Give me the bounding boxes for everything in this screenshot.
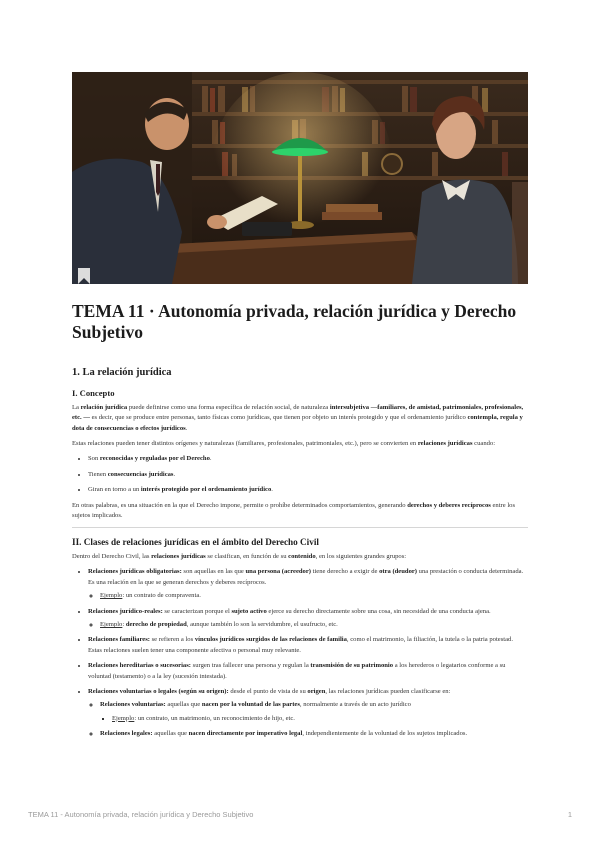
list-item: • Tienen consecuencias jurídicas. xyxy=(88,470,528,480)
subsection-heading-concept: I. Concepto xyxy=(72,388,115,399)
classes-list xyxy=(72,567,528,739)
list-item-sucesorias: • Relaciones hereditarias o sucesorias: surgen tras fallecer una persona y regulan la transmisión de su patrimonio a los herederos o legatarios conforme a su voluntad (testamento) o a la ley (sucesión intestada). xyxy=(88,661,528,682)
list-item-familiares: • Relaciones familiares: se refieren a los vínculos jurídicos surgidos de las relaciones de familia, como el matrimonio, la filiación, la tutela o la patria potestad. Estas relaciones suelen tener una componente afectiva o personal muy relevante. xyxy=(88,635,528,656)
list-item-legales: ◦ Relaciones legales: aquellas que nacen directamente por imperativo legal, independientemente de la voluntad de los sujetos implicados. xyxy=(100,729,528,739)
subsection-heading-classes: II. Clases de relaciones jurídicas en el ámbito del Derecho Civil xyxy=(72,537,319,548)
paragraph-origins: Estas relaciones pueden tener distintos orígenes y naturalezas (familiares, profesionales, patrimoniales, etc.), pero se convierten en relaciones jurídicas cuando: xyxy=(72,440,496,448)
example-list xyxy=(88,620,528,630)
example-item: ▪ Ejemplo: un contrato, un matrimonio, un reconocimiento de hijo, etc. xyxy=(112,714,528,724)
list-item-voluntarias: ◦ Relaciones voluntarias: aquellas que nacen por la voluntad de las partes, normalmente a través de un acto jurídico ▪ Ejemplo: un contrato, un matrimonio, un reconocimiento de hijo, etc. xyxy=(100,700,528,724)
page-number: 1 xyxy=(567,810,572,819)
origin-sublist xyxy=(88,700,528,739)
example-item: ◦ Ejemplo: derecho de propiedad, aunque también lo son la servidumbre, el usufructo, etc. xyxy=(100,620,528,630)
page-title: TEMA 11 · Autonomía privada, relación jurídica y Derecho Subjetivo xyxy=(72,301,517,342)
conditions-list xyxy=(72,454,528,495)
list-item-obligatorias: • Relaciones jurídicas obligatorias: son aquellas en las que una persona (acreedor) tiene derecho a exigir de otra (deudor) una prestación o conducta determinada. Es una relación en la que se generan derechos y deberes recíprocos. ◦ Ejemplo: un contrato de compraventa. xyxy=(88,567,528,601)
document-body xyxy=(72,368,528,745)
list-item: • Giran en torno a un interés protegido por el ordenamiento jurídico. xyxy=(88,485,528,495)
divider xyxy=(72,527,528,528)
example-list xyxy=(88,591,528,601)
paragraph-classes-intro: Dentro del Derecho Civil, las relaciones jurídicas se clasifican, en función de su contenido, en los siguientes grandes grupos: xyxy=(72,552,407,560)
example-item: ◦ Ejemplo: un contrato de compraventa. xyxy=(100,591,528,601)
hero-image xyxy=(72,72,528,284)
list-item-reales: • Relaciones jurídico-reales: se caracterizan porque el sujeto activo ejerce su derecho directamente sobre una cosa, sin necesidad de una conducta ajena. ◦ Ejemplo: derecho de propiedad, aunque también lo son la servidumbre, el usufructo, etc. xyxy=(88,607,528,631)
list-item-origen: • Relaciones voluntarias o legales (según su origen): desde el punto de vista de su origen, las relaciones jurídicas pueden clasificarse en: ◦ Relaciones voluntarias: aquellas que nacen por la voluntad de las partes, normalmente a través de un acto jurídico ▪ Ejemplo: un contrato, un matrimonio, un reconocimiento de hijo, etc. ◦ Relaciones legales: aquellas que nacen directamente por imperativo legal, independientemente de la voluntad de los sujetos implicados. xyxy=(88,687,528,740)
example-list xyxy=(100,714,528,724)
list-item: • Son reconocidas y reguladas por el Derecho. xyxy=(88,454,528,464)
footer-title: TEMA 11 - Autonomía privada, relación jurídica y Derecho Subjetivo xyxy=(28,810,254,819)
section-heading: 1. La relación jurídica xyxy=(72,367,172,378)
paragraph-summary: En otras palabras, es una situación en la que el Derecho impone, permite o prohíbe determinados comportamientos, generando derechos y deberes recíprocos entre los sujetos implicados. xyxy=(72,501,516,520)
office-scene-illustration xyxy=(72,72,528,284)
paragraph-definition: La relación jurídica puede definirse como una forma específica de relación social, de naturaleza intersubjetiva —familiares, de amistad, patrimoniales, profesionales, etc. — es decir, que se produce entre personas, tanto físicas como jurídicas, que tienen por objeto un interés protegido y que el ordenamiento jurídico contempla, regula y dota de consecuencias o efectos jurídicos. xyxy=(72,403,524,432)
